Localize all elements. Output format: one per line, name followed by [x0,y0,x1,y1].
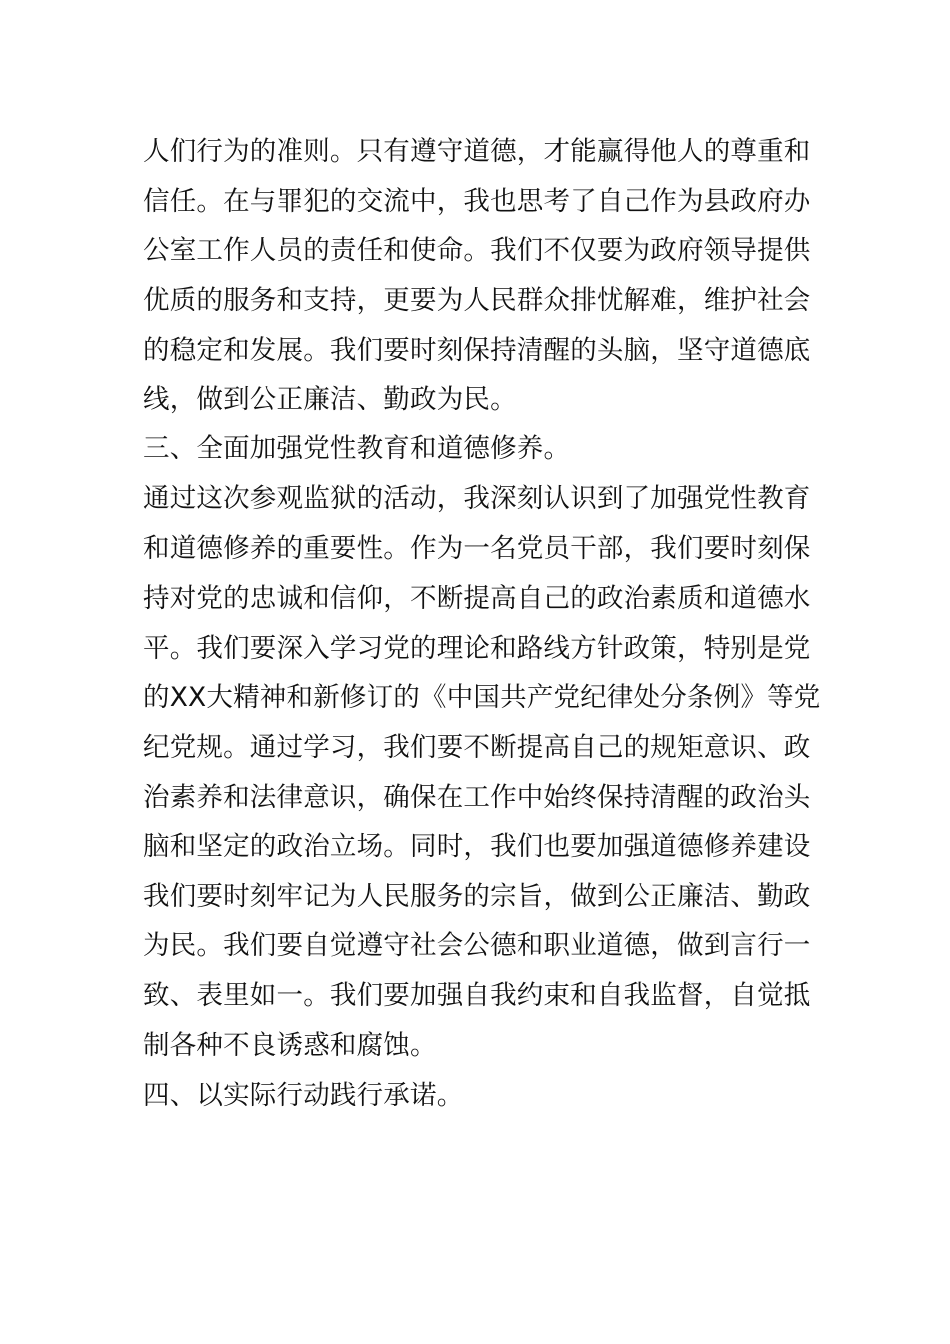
text-line: 平。我们要深入学习党的理论和路线方针政策，特别是党 [143,633,811,664]
text-line: 致、表里如一。我们要加强自我约束和自我监督，自觉抵 [143,980,811,1011]
text-line: 信任。在与罪犯的交流中，我也思考了自己作为县政府办 [143,186,811,217]
section-heading: 四、以实际行动践行承诺。 [143,1080,464,1111]
text-line: 线，做到公正廉洁、勤政为民。 [143,384,517,415]
section-heading: 三、全面加强党性教育和道德修养。 [143,433,571,464]
text-line: 和道德修养的重要性。作为一名党员干部，我们要时刻保 [143,533,811,564]
text-line: 制各种不良诱惑和腐蚀。 [143,1030,437,1061]
text-line: 为民。我们要自觉遵守社会公德和职业道德，做到言行一 [143,930,811,961]
text-line: 的XX大精神和新修订的《中国共产党纪律处分条例》等党 [143,682,821,713]
text-line: 通过这次参观监狱的活动，我深刻认识到了加强党性教育 [143,483,811,514]
text-line: 的稳定和发展。我们要时刻保持清醒的头脑，坚守道德底 [143,335,811,366]
text-line: 持对党的忠诚和信仰，不断提高自己的政治素质和道德水 [143,583,811,614]
text-line: 优质的服务和支持，更要为人民群众排忧解难，维护社会 [143,285,811,316]
text-line: 公室工作人员的责任和使命。我们不仅要为政府领导提供 [143,235,811,266]
text-line: 治素养和法律意识，确保在工作中始终保持清醒的政治头 [143,782,811,813]
text-line: 人们行为的准则。只有遵守道德，才能赢得他人的尊重和 [143,136,811,167]
text-line: 脑和坚定的政治立场。同时，我们也要加强道德修养建设 [143,831,811,862]
text-line: 我们要时刻牢记为人民服务的宗旨，做到公正廉洁、勤政 [143,881,811,912]
text-line: 纪党规。通过学习，我们要不断提高自己的规矩意识、政 [143,732,811,763]
